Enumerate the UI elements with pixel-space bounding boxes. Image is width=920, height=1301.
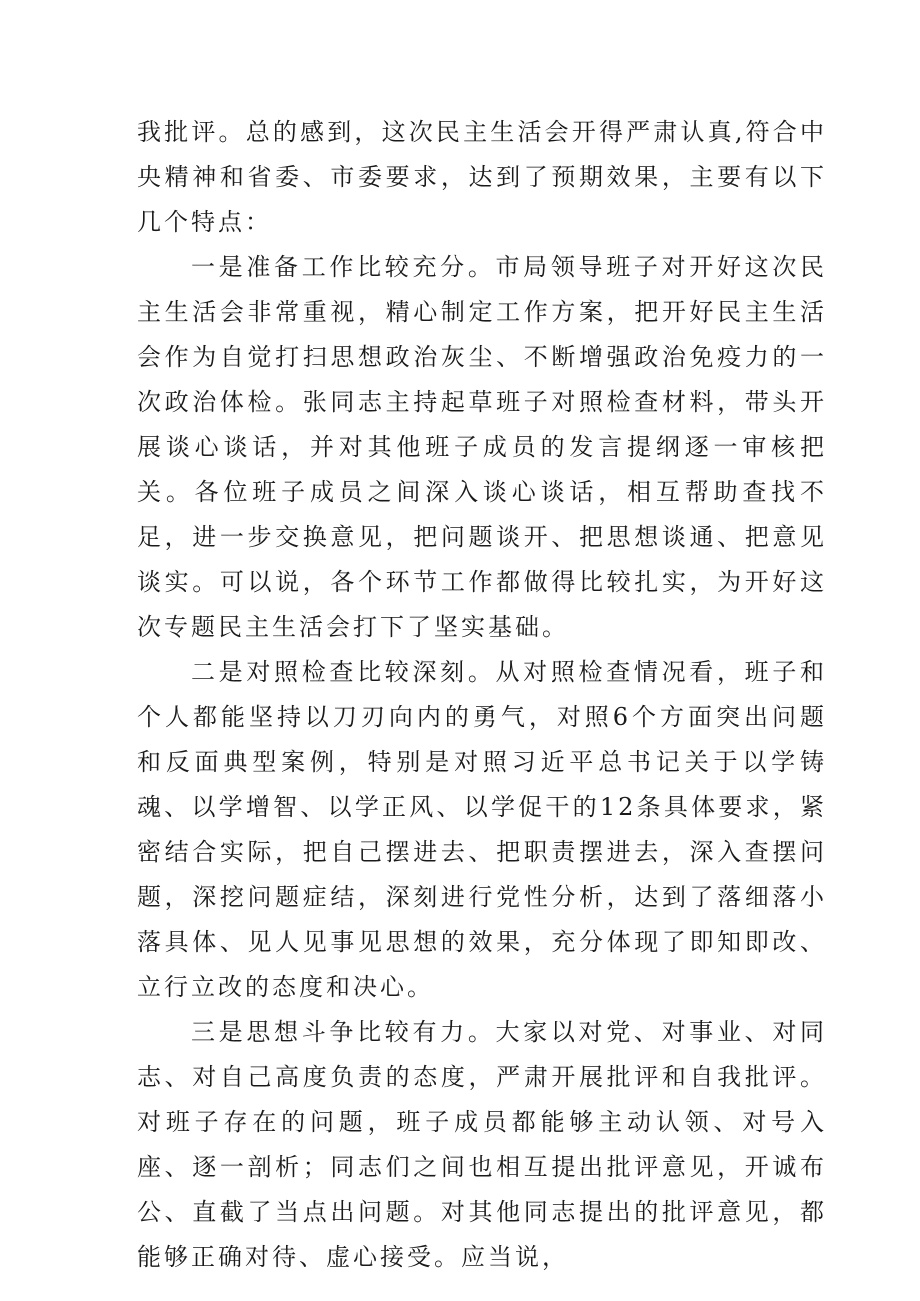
paragraph-ideological-struggle: 三是思想斗争比较有力。大家以对党、对事业、对同志、对自己高度负责的态度，严肃开展批评和自我批评。对班子存在的问题，班子成员都能够主动认领、对号入座、逐一剖析；同志们之间也相互提出批评意见，开诚布公、直截了当点出问题。对其他同志提出的批评意见，都能够正确对待、虚心接受。应当说， xyxy=(137,1018,827,1271)
paragraph-self-examination: 二是对照检查比较深刻。从对照检查情况看，班子和个人都能坚持以刀刃向内的勇气，对照6个方面突出问题和反面典型案例，特别是对照习近平总书记关于以学铸魂、以学增智、以学正风、以学促干的12条具体要求，紧密结合实际，把自己摆进去、把职责摆进去，深入查摆问题，深挖问题症结，深刻进行党性分析，达到了落细落小落具体、见人见事见思想的效果，充分体现了即知即改、立行立改的态度和决心。 xyxy=(137,658,827,1001)
paragraph-preparation: 一是准备工作比较充分。市局领导班子对开好这次民主生活会非常重视，精心制定工作方案，把开好民主生活会作为自觉打扫思想政治灰尘、不断增强政治免疫力的一次政治体检。张同志主持起草班子对照检查材料，带头开展谈心谈话，并对其他班子成员的发言提纲逐一审核把关。各位班子成员之间深入谈心谈话，相互帮助查找不足，进一步交换意见，把问题谈开、把思想谈通、把意见谈实。可以说，各个环节工作都做得比较扎实，为开好这次专题民主生活会打下了坚实基础。 xyxy=(137,253,827,641)
paragraph-intro: 我批评。总的感到，这次民主生活会开得严肃认真,符合中央精神和省委、市委要求，达到了预期效果，主要有以下几个特点： xyxy=(137,118,827,236)
document-body xyxy=(137,110,827,1280)
